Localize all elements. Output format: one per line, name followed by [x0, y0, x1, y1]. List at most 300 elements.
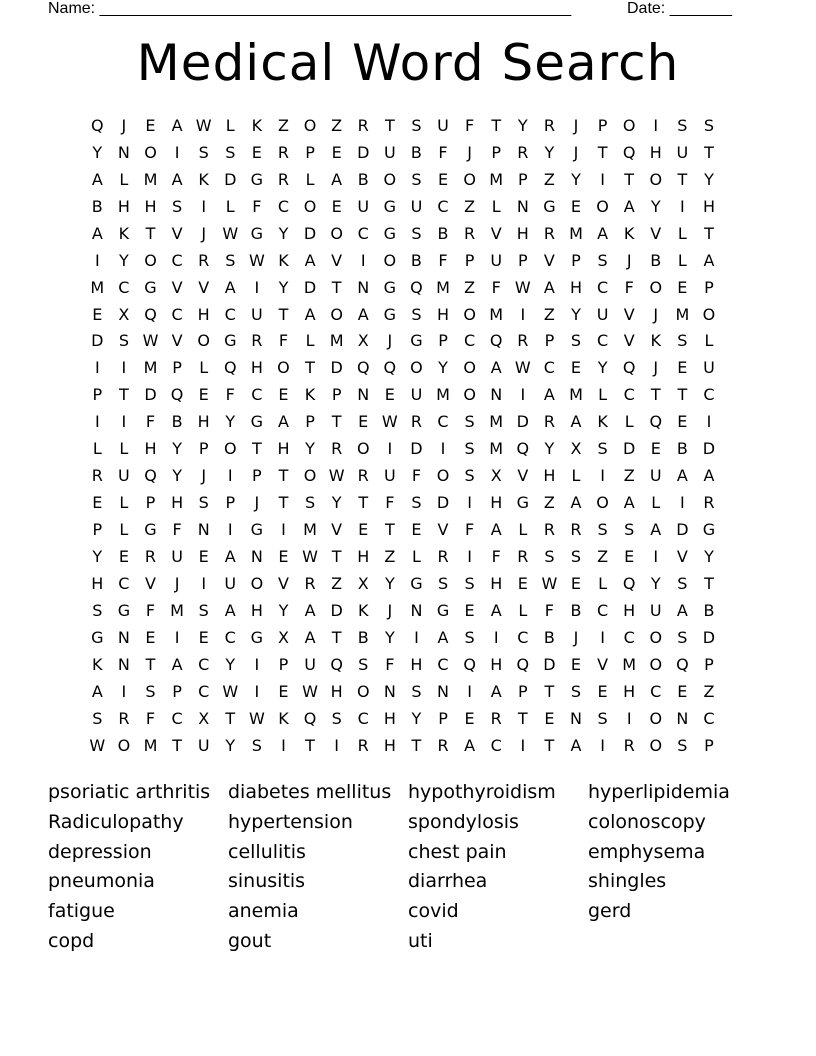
grid-letter: R — [331, 439, 343, 459]
grid-letter: A — [490, 520, 502, 540]
grid-letter: Z — [331, 115, 343, 135]
grid-letter: R — [517, 142, 529, 162]
grid-letter: A — [331, 169, 343, 189]
grid-letter: D — [303, 277, 317, 297]
grid-letter: P — [145, 493, 156, 513]
grid-letter: M — [489, 169, 504, 189]
grid-letter: G — [91, 627, 104, 647]
grid-letter: I — [680, 196, 685, 216]
grid-letter: I — [227, 520, 233, 540]
grid-letter: A — [703, 250, 715, 270]
grid-letter: R — [277, 142, 290, 162]
grid-letter: N — [410, 600, 423, 620]
grid-letter: Y — [225, 735, 236, 755]
grid-letter: M — [329, 331, 344, 351]
grid-letter: U — [383, 142, 396, 162]
grid-letter: T — [331, 412, 342, 432]
grid-letter: T — [251, 439, 262, 459]
grid-letter: U — [224, 573, 237, 593]
grid-letter: Z — [543, 169, 555, 189]
grid-letter: K — [650, 331, 662, 351]
grid-letter: N — [117, 142, 130, 162]
grid-letter: V — [331, 250, 343, 270]
grid-letter: F — [278, 331, 289, 351]
grid-letter: G — [250, 412, 264, 432]
grid-letter: B — [171, 412, 183, 432]
grid-letter: Q — [303, 708, 317, 728]
grid-letter: V — [145, 573, 156, 593]
grid-letter: J — [121, 115, 127, 135]
grid-letter: Y — [438, 358, 448, 378]
grid-letter: T — [624, 169, 635, 189]
grid-letter: S — [677, 115, 688, 135]
grid-letter: I — [520, 735, 526, 755]
grid-letter: S — [411, 115, 422, 135]
grid-letter: G — [224, 331, 237, 351]
grid-letter: I — [600, 169, 605, 189]
grid-letter: G — [383, 304, 397, 324]
grid-letter: U — [410, 196, 423, 216]
grid-letter: C — [623, 385, 635, 405]
grid-letter: E — [198, 385, 209, 405]
grid-letter: T — [411, 735, 422, 755]
grid-letter: R — [543, 520, 555, 540]
grid-letter: E — [278, 546, 289, 566]
grid-letter: G — [117, 600, 131, 620]
grid-letter: N — [516, 196, 529, 216]
grid-letter: Q — [91, 115, 104, 135]
grid-letter: F — [438, 142, 448, 162]
grid-letter: O — [596, 196, 609, 216]
grid-letter: J — [174, 573, 180, 593]
grid-letter: I — [626, 708, 632, 728]
grid-letter: E — [437, 169, 449, 189]
grid-letter: H — [383, 708, 396, 728]
grid-letter: Q — [330, 654, 343, 674]
grid-letter: A — [224, 600, 236, 620]
grid-letter: L — [411, 546, 421, 566]
grid-letter: S — [464, 439, 475, 459]
grid-letter: H — [357, 546, 370, 566]
grid-letter: Z — [597, 546, 609, 566]
grid-letter: N — [676, 708, 689, 728]
grid-letter: R — [144, 546, 157, 566]
grid-letter: K — [278, 250, 289, 270]
grid-letter: F — [624, 277, 634, 297]
grid-letter: L — [92, 439, 102, 459]
grid-letter: C — [251, 385, 263, 405]
grid-letter: A — [623, 196, 635, 216]
grid-letter: N — [250, 546, 263, 566]
grid-letter: O — [197, 331, 210, 351]
grid-letter: S — [597, 250, 608, 270]
grid-letter: K — [251, 115, 263, 135]
grid-letter: G — [383, 223, 397, 243]
grid-letter: A — [597, 223, 609, 243]
grid-letter: H — [250, 358, 263, 378]
grid-letter: F — [225, 385, 235, 405]
grid-letter: H — [383, 735, 396, 755]
grid-letter: J — [201, 466, 207, 486]
grid-letter: R — [251, 331, 263, 351]
grid-letter: I — [94, 412, 100, 432]
grid-letter: A — [490, 681, 502, 701]
grid-letter: P — [172, 681, 182, 701]
grid-letter: Y — [704, 169, 714, 189]
grid-letter: H — [649, 142, 662, 162]
grid-letter: F — [465, 115, 475, 135]
grid-letter: E — [358, 412, 369, 432]
grid-letter: S — [464, 466, 475, 486]
grid-letter: A — [304, 627, 316, 647]
grid-letter: P — [278, 654, 289, 674]
grid-letter: Y — [544, 142, 555, 162]
grid-letter: P — [92, 520, 103, 540]
grid-letter: J — [467, 142, 472, 162]
grid-letter: C — [437, 412, 449, 432]
grid-letter: E — [570, 196, 582, 216]
grid-letter: G — [144, 520, 157, 540]
grid-letter: S — [703, 115, 715, 135]
grid-letter: D — [303, 223, 317, 243]
grid-letter: L — [119, 520, 129, 540]
grid-letter: C — [464, 331, 476, 351]
grid-letter: B — [703, 600, 715, 620]
grid-letter: R — [410, 412, 422, 432]
grid-letter: C — [437, 654, 449, 674]
grid-letter: O — [330, 223, 343, 243]
grid-letter: E — [597, 681, 608, 701]
grid-letter: Q — [463, 654, 476, 674]
grid-letter: R — [543, 115, 555, 135]
grid-letter: G — [250, 627, 264, 647]
grid-letter: E — [570, 358, 582, 378]
word-list-item: uti — [408, 929, 433, 952]
grid-letter: E — [650, 439, 661, 459]
word-list-item: hyperlipidemia — [588, 781, 730, 803]
grid-letter: L — [624, 412, 634, 432]
grid-letter: J — [626, 250, 632, 270]
word-list-item: fatigue — [48, 900, 115, 923]
grid-letter: M — [622, 654, 637, 674]
grid-letter: C — [198, 681, 210, 701]
grid-letter: X — [570, 439, 582, 459]
grid-letter: J — [653, 358, 659, 378]
word-list-item: diabetes mellitus — [228, 781, 392, 803]
grid-letter: S — [464, 412, 475, 432]
grid-letter: A — [676, 466, 688, 486]
grid-letter: I — [467, 546, 472, 566]
grid-letter: H — [144, 196, 157, 216]
grid-letter: Q — [676, 654, 689, 674]
grid-letter: R — [517, 331, 529, 351]
grid-letter: C — [171, 304, 183, 324]
grid-letter: M — [303, 520, 317, 540]
grid-letter: S — [304, 493, 316, 513]
grid-letter: A — [171, 169, 183, 189]
grid-letter: C — [171, 250, 183, 270]
grid-letter: T — [278, 466, 289, 486]
grid-letter: M — [143, 169, 158, 189]
grid-letter: O — [463, 169, 476, 189]
grid-letter: D — [623, 439, 636, 459]
grid-letter: N — [197, 520, 210, 540]
grid-letter: F — [465, 520, 475, 540]
grid-letter: K — [118, 223, 130, 243]
grid-letter: A — [543, 385, 555, 405]
grid-letter: C — [198, 654, 210, 674]
grid-letter: D — [676, 520, 689, 540]
grid-letter: U — [251, 304, 263, 324]
word-list-item: spondylosis — [408, 810, 519, 833]
grid-letter: O — [330, 304, 343, 324]
word-list-item: psoriatic arthritis — [48, 781, 211, 803]
grid-letter: T — [278, 493, 289, 513]
grid-letter: O — [649, 708, 663, 728]
grid-letter: O — [463, 385, 476, 405]
grid-letter: H — [623, 600, 636, 620]
grid-letter: V — [171, 223, 183, 243]
grid-letter: G — [144, 277, 157, 297]
grid-letter: N — [437, 681, 449, 701]
word-list-item: emphysema — [588, 840, 706, 863]
grid-letter: V — [171, 331, 183, 351]
grid-letter: J — [573, 115, 579, 135]
grid-letter: B — [543, 627, 555, 647]
grid-letter: Q — [622, 142, 636, 162]
grid-letter: Q — [144, 304, 157, 324]
grid-letter: C — [543, 358, 555, 378]
grid-letter: I — [254, 681, 260, 701]
grid-letter: B — [410, 142, 422, 162]
grid-letter: Y — [517, 115, 528, 135]
grid-letter: J — [387, 331, 393, 351]
grid-letter: H — [516, 223, 529, 243]
grid-letter: H — [702, 196, 715, 216]
grid-letter: P — [305, 412, 315, 432]
grid-letter: O — [649, 169, 663, 189]
grid-letter: V — [490, 223, 502, 243]
grid-letter: W — [195, 115, 212, 135]
grid-letter: R — [570, 520, 582, 540]
grid-letter: H — [197, 304, 210, 324]
grid-letter: E — [145, 115, 156, 135]
grid-letter: T — [305, 358, 315, 378]
grid-letter: R — [357, 466, 369, 486]
grid-letter: P — [704, 277, 714, 297]
grid-letter: O — [463, 358, 476, 378]
grid-letter: A — [171, 115, 183, 135]
grid-letter: Y — [172, 439, 182, 459]
grid-letter: S — [597, 708, 608, 728]
worksheet-header — [48, 0, 740, 20]
grid-letter: S — [464, 573, 475, 593]
grid-letter: C — [171, 708, 183, 728]
grid-letter: A — [623, 493, 635, 513]
grid-letter: E — [570, 573, 582, 593]
grid-letter: D — [144, 385, 157, 405]
grid-letter: S — [251, 735, 262, 755]
grid-letter: R — [357, 735, 369, 755]
grid-letter: I — [414, 627, 419, 647]
grid-letter: G — [250, 169, 264, 189]
grid-letter: S — [411, 681, 422, 701]
grid-letter: A — [91, 681, 103, 701]
grid-letter: I — [387, 439, 393, 459]
grid-letter: Y — [278, 223, 289, 243]
grid-letter: S — [92, 708, 103, 728]
grid-letter: J — [201, 223, 207, 243]
grid-letter: O — [649, 654, 663, 674]
grid-letter: F — [438, 250, 448, 270]
grid-letter: E — [278, 681, 289, 701]
word-list-item: copd — [48, 929, 95, 952]
grid-letter: T — [331, 627, 342, 647]
grid-letter: T — [704, 142, 714, 162]
grid-letter: F — [491, 277, 501, 297]
grid-letter: R — [623, 735, 635, 755]
grid-letter: E — [677, 358, 688, 378]
grid-letter: G — [516, 493, 529, 513]
grid-letter: X — [357, 573, 369, 593]
grid-letter: A — [570, 735, 582, 755]
grid-letter: S — [597, 439, 608, 459]
grid-letter: I — [680, 493, 685, 513]
grid-letter: H — [144, 439, 157, 459]
grid-letter: F — [411, 466, 422, 486]
grid-letter: L — [598, 573, 608, 593]
grid-letter: N — [117, 654, 130, 674]
grid-letter: Z — [703, 681, 715, 701]
grid-letter: G — [383, 277, 397, 297]
grid-letter: R — [490, 708, 502, 728]
grid-letter: V — [437, 520, 449, 540]
grid-letter: U — [383, 466, 396, 486]
grid-letter: F — [385, 654, 395, 674]
grid-letter: I — [281, 520, 286, 540]
grid-letter: H — [410, 654, 423, 674]
grid-letter: S — [570, 681, 582, 701]
grid-letter: Q — [144, 466, 157, 486]
grid-letter: I — [174, 627, 180, 647]
grid-letter: M — [489, 412, 504, 432]
grid-letter: R — [543, 412, 555, 432]
grid-letter: M — [170, 600, 184, 620]
grid-letter: E — [358, 520, 369, 540]
grid-letter: L — [119, 169, 129, 189]
grid-letter: H — [490, 654, 503, 674]
grid-letter: S — [172, 196, 183, 216]
grid-letter: P — [491, 142, 502, 162]
word-list — [48, 778, 748, 957]
grid-letter: O — [223, 439, 237, 459]
grid-letter: R — [198, 250, 210, 270]
grid-letter: J — [387, 600, 393, 620]
grid-letter: Z — [464, 196, 476, 216]
grid-letter: A — [650, 520, 662, 540]
grid-letter: A — [357, 304, 369, 324]
grid-letter: E — [544, 708, 555, 728]
grid-letter: U — [357, 196, 370, 216]
grid-letter: I — [360, 250, 366, 270]
grid-letter: M — [90, 277, 105, 297]
grid-letter: S — [570, 546, 582, 566]
grid-letter: W — [248, 250, 265, 270]
grid-letter: T — [225, 708, 236, 728]
grid-letter: I — [653, 546, 659, 566]
grid-letter: O — [303, 196, 317, 216]
grid-letter: I — [600, 735, 605, 755]
grid-letter: S — [677, 735, 688, 755]
grid-letter: V — [623, 304, 635, 324]
grid-letter: A — [224, 277, 236, 297]
grid-letter: P — [438, 708, 448, 728]
grid-letter: E — [92, 304, 103, 324]
grid-letter: Y — [172, 466, 182, 486]
grid-letter: A — [676, 600, 688, 620]
grid-letter: Y — [650, 573, 661, 593]
grid-letter: M — [436, 277, 450, 297]
grid-letter: E — [384, 385, 395, 405]
grid-letter: U — [171, 546, 183, 566]
grid-letter: T — [704, 573, 714, 593]
word-list-item: gout — [228, 929, 272, 952]
grid-letter: U — [703, 358, 715, 378]
grid-letter: P — [704, 735, 714, 755]
grid-letter: F — [145, 600, 156, 620]
grid-letter: T — [544, 735, 555, 755]
grid-letter: O — [277, 358, 290, 378]
grid-letter: T — [677, 385, 688, 405]
grid-letter: O — [356, 439, 370, 459]
grid-letter: S — [677, 573, 688, 593]
grid-letter: L — [704, 331, 714, 351]
grid-letter: U — [304, 654, 316, 674]
grid-letter: A — [91, 223, 103, 243]
grid-letter: T — [677, 169, 688, 189]
grid-letter: E — [677, 412, 688, 432]
grid-letter: H — [91, 573, 104, 593]
grid-letter: W — [541, 573, 558, 593]
grid-letter: O — [144, 142, 157, 162]
grid-letter: L — [225, 196, 235, 216]
grid-letter: J — [653, 304, 659, 324]
grid-letter: N — [570, 708, 582, 728]
grid-letter: R — [464, 223, 476, 243]
grid-letter: O — [356, 681, 370, 701]
grid-letter: P — [464, 250, 475, 270]
grid-letter: T — [172, 735, 182, 755]
grid-letter: W — [222, 223, 239, 243]
grid-letter: Q — [356, 358, 370, 378]
grid-letter: S — [411, 493, 422, 513]
grid-letter: T — [704, 223, 714, 243]
grid-letter: H — [490, 493, 503, 513]
grid-letter: L — [677, 223, 687, 243]
grid-letter: I — [600, 466, 605, 486]
grid-letter: P — [544, 331, 555, 351]
grid-letter: O — [117, 735, 131, 755]
grid-letter: I — [334, 735, 339, 755]
grid-letter: K — [198, 169, 209, 189]
grid-letter: Y — [384, 573, 395, 593]
grid-letter: S — [544, 546, 555, 566]
grid-letter: N — [117, 627, 130, 647]
grid-letter: C — [596, 600, 609, 620]
grid-letter: S — [570, 331, 582, 351]
grid-letter: C — [277, 196, 290, 216]
grid-letter: C — [357, 223, 369, 243]
